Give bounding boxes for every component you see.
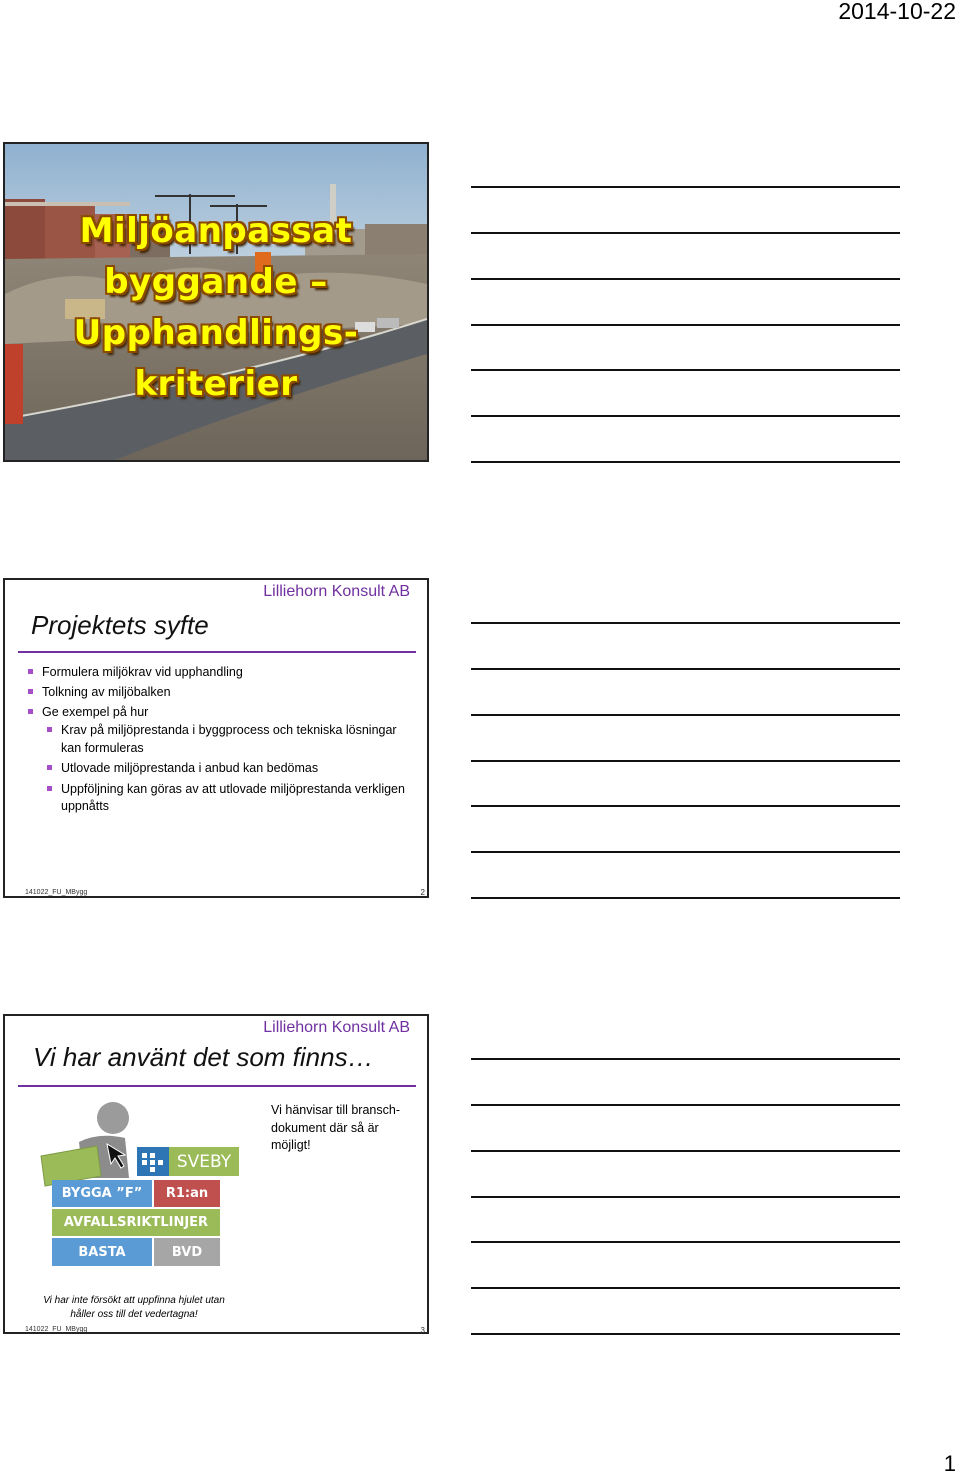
bullet-icon	[47, 727, 52, 732]
slide-footer-id: 141022_FU_MBygg	[25, 1326, 88, 1333]
list-item: Uppföljning kan göras av att utlovade miljöprestanda verkligen uppnåtts	[42, 781, 408, 816]
list-item: Krav på miljöprestanda i byggprocess och tekniska lösningar kan formuleras	[42, 722, 408, 757]
tile-bvd: BVD	[154, 1238, 220, 1266]
bullet-icon	[28, 709, 33, 714]
notes-line	[471, 714, 900, 716]
slide-number: 3	[420, 1326, 425, 1335]
notes-line	[471, 186, 900, 188]
pixel-grid-icon	[140, 1151, 166, 1173]
company-name: Lilliehorn Konsult AB	[263, 1019, 410, 1036]
notes-line	[471, 1241, 900, 1243]
slide-3-note: Vi har inte försökt att uppfinna hjulet utan håller oss till det vedertagna!	[43, 1295, 225, 1320]
notes-line	[471, 415, 900, 417]
tile-basta: BASTA	[52, 1238, 152, 1266]
notes-line	[471, 1150, 900, 1152]
notes-line	[471, 324, 900, 326]
tile-bygga-f: BYGGA ”F”	[52, 1180, 152, 1207]
notes-line	[471, 1196, 900, 1198]
slide-3-description: Vi hänvisar till bransch-dokument där så är möjligt!	[271, 1103, 400, 1152]
title-line-4: kriterier	[134, 364, 298, 404]
list-item: Tolkning av miljöbalken	[28, 682, 408, 702]
list-item: Ge exempel på hur Krav på miljöprestanda i byggprocess och tekniska lösningar kan formuleras Utlovade miljöprestanda i anbud kan bedömas Uppföljning kan göras av att utlovade miljöprestanda verkligen uppnåtts	[28, 702, 408, 816]
title-divider	[18, 1085, 416, 1087]
notes-line	[471, 232, 900, 234]
notes-line	[471, 851, 900, 853]
title-divider	[18, 651, 416, 653]
notes-line	[471, 278, 900, 280]
slide-2	[3, 578, 429, 898]
slide-1	[3, 142, 429, 462]
sub-bullet-list	[42, 722, 408, 816]
bullet-icon	[47, 786, 52, 791]
bullet-icon	[28, 669, 33, 674]
tile-r1an: R1:an	[154, 1180, 220, 1207]
slide-2-title: Projektets syfte	[31, 610, 209, 640]
title-line-3: Upphandlings-	[73, 313, 359, 353]
person-puzzle-icon	[39, 1098, 139, 1188]
slide-number: 2	[420, 888, 425, 897]
slide-3-title: Vi har använt det som finns…	[33, 1042, 374, 1072]
list-item: Formulera miljökrav vid upphandling	[28, 662, 408, 682]
title-line-2: byggande –	[104, 262, 328, 302]
notes-line	[471, 1058, 900, 1060]
notes-line	[471, 1104, 900, 1106]
print-date: 2014-10-22	[838, 0, 956, 24]
notes-line	[471, 1333, 900, 1335]
bullet-list	[28, 662, 408, 819]
slide-footer-id: 141022_FU_MBygg	[25, 889, 88, 896]
sveby-logo-icon	[137, 1147, 169, 1176]
notes-line	[471, 1287, 900, 1289]
notes-line	[471, 622, 900, 624]
tile-sveby: SVEBY	[169, 1147, 239, 1176]
list-item: Utlovade miljöprestanda i anbud kan bedömas	[42, 760, 408, 778]
company-name: Lilliehorn Konsult AB	[263, 583, 410, 600]
slide-1-title	[5, 206, 427, 410]
page-number: 1	[943, 1451, 956, 1476]
notes-line	[471, 461, 900, 463]
bullet-icon	[47, 765, 52, 770]
notes-line	[471, 805, 900, 807]
tile-avfallsriktlinjer: AVFALLSRIKTLINJER	[52, 1209, 220, 1236]
notes-line	[471, 760, 900, 762]
title-line-1: Miljöanpassat	[79, 211, 353, 251]
notes-line	[471, 668, 900, 670]
bullet-icon	[28, 689, 33, 694]
notes-line	[471, 369, 900, 371]
slide-3	[3, 1014, 429, 1334]
notes-line	[471, 897, 900, 899]
